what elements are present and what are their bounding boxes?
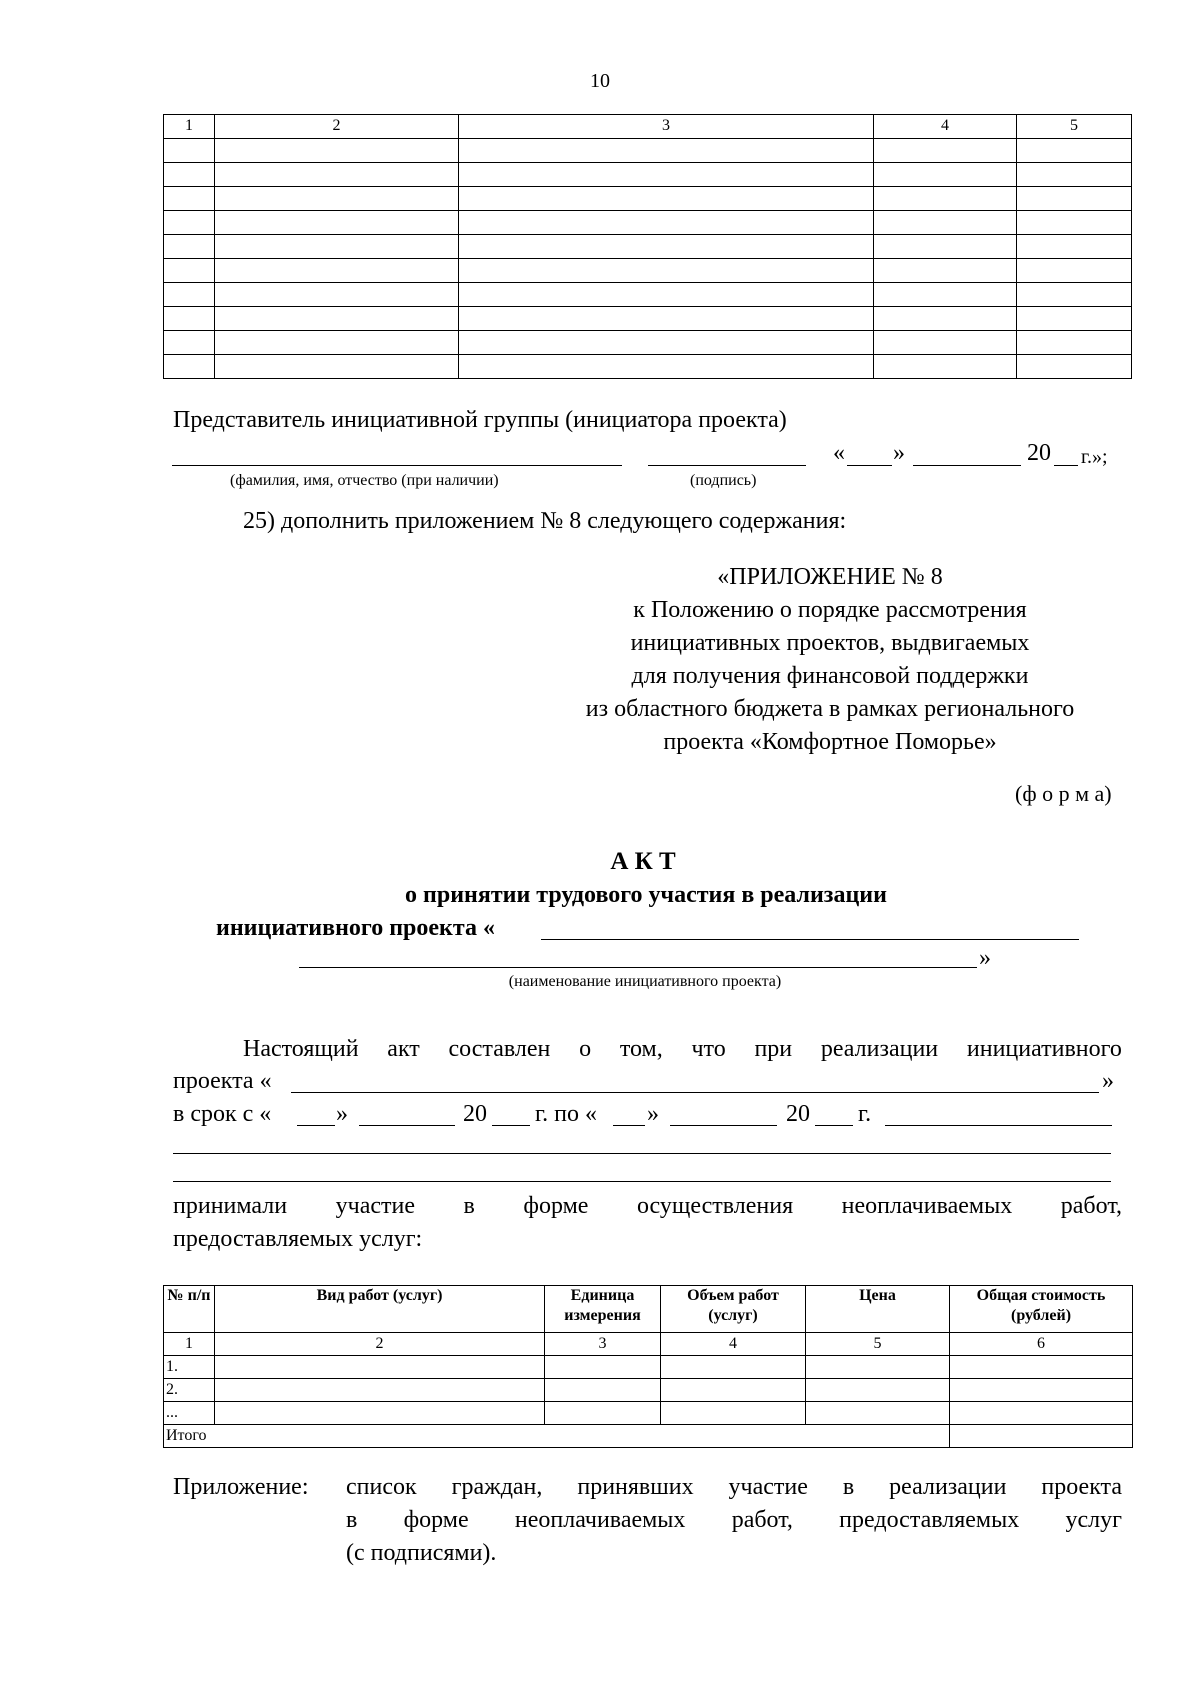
table-cell — [215, 187, 459, 211]
appendix-line: инициативных проектов, выдвигаемых — [630, 630, 1030, 656]
date-day-underline — [847, 465, 892, 466]
forma-label: (ф о р м а) — [1015, 781, 1112, 806]
table-cell — [874, 139, 1017, 163]
table-cell — [874, 211, 1017, 235]
table-cell — [215, 1356, 545, 1379]
term-year1-underline — [492, 1125, 530, 1126]
table-cell — [1017, 211, 1132, 235]
table-cell — [874, 235, 1017, 259]
table-row — [164, 139, 1132, 163]
hint-project-name: (наименование инициативного проекта) — [508, 973, 782, 990]
table-cell — [459, 139, 874, 163]
table-cell — [215, 1379, 545, 1402]
body-line-2-suffix: » — [1102, 1068, 1114, 1094]
table-cell — [215, 211, 459, 235]
col-number-cell: 4 — [661, 1333, 806, 1356]
top-table-header-cell: 1 — [164, 115, 215, 139]
table-cell — [1017, 187, 1132, 211]
word: что — [691, 1036, 726, 1062]
col-number-cell: 2 — [215, 1333, 545, 1356]
th-volume: Объем работ (услуг) — [661, 1286, 806, 1333]
word: реализации — [820, 1036, 939, 1062]
table-cell — [215, 283, 459, 307]
total-label: Итого — [164, 1425, 950, 1448]
word: форме — [403, 1507, 469, 1533]
table-cell — [164, 259, 215, 283]
table-cell — [459, 187, 874, 211]
word: в — [842, 1474, 855, 1500]
appendix-header — [520, 561, 1140, 759]
word: предоставляемых — [839, 1507, 1020, 1533]
table-row — [164, 331, 1132, 355]
body-line-1 — [243, 1036, 1122, 1063]
table-row — [164, 211, 1132, 235]
term-year2-underline — [815, 1125, 853, 1126]
attachment-line-2 — [346, 1507, 1122, 1534]
table-cell — [459, 211, 874, 235]
appendix-line: из областного бюджета в рамках регионального — [585, 696, 1075, 722]
appendix-line: к Положению о порядке рассмотрения — [633, 597, 1027, 623]
date-year-prefix: 20 — [1027, 440, 1051, 466]
col-number-cell: 6 — [950, 1333, 1133, 1356]
table-cell — [874, 331, 1017, 355]
term-day1-underline — [297, 1125, 335, 1126]
table-cell — [215, 355, 459, 379]
attachment-line-3: (с подписями). — [346, 1540, 497, 1566]
table-cell — [459, 235, 874, 259]
table-row — [164, 283, 1132, 307]
table-cell — [215, 163, 459, 187]
table-cell — [1017, 235, 1132, 259]
table-cell — [874, 163, 1017, 187]
word: составлен — [448, 1036, 551, 1062]
act-title: А К Т — [610, 848, 676, 875]
table-cell — [164, 355, 215, 379]
works-table — [163, 1285, 1133, 1448]
total-row — [164, 1425, 1133, 1448]
word: о — [579, 1036, 592, 1062]
table-cell — [164, 307, 215, 331]
row-number: 2. — [164, 1379, 215, 1402]
term-year2: 20 — [786, 1101, 810, 1127]
table-cell — [1017, 355, 1132, 379]
table-cell — [459, 331, 874, 355]
attachment-line-1 — [346, 1474, 1122, 1501]
hint-fio: (фамилия, имя, отчество (при наличии) — [230, 472, 499, 489]
table-cell — [459, 355, 874, 379]
table-row — [164, 1356, 1133, 1379]
term-g: г. — [858, 1101, 872, 1127]
term-day2-underline — [613, 1125, 645, 1126]
project-name-underline-3 — [291, 1092, 1099, 1093]
table-cell — [164, 211, 215, 235]
col-number-cell: 5 — [806, 1333, 950, 1356]
term-close2: » — [647, 1101, 659, 1127]
word: неоплачиваемых — [841, 1193, 1013, 1219]
table-cell — [215, 331, 459, 355]
table-cell — [874, 187, 1017, 211]
top-table-header-cell: 2 — [215, 115, 459, 139]
extra-underline-1 — [173, 1153, 1111, 1154]
word: при — [754, 1036, 793, 1062]
project-name-underline-2 — [299, 967, 977, 968]
th-unit: Единица измерения — [545, 1286, 661, 1333]
word: проекта — [1041, 1474, 1122, 1500]
term-from: в срок с « — [173, 1101, 272, 1127]
th-price: Цена — [806, 1286, 950, 1333]
table-cell — [874, 283, 1017, 307]
appendix-line: для получения финансовой поддержки — [631, 663, 1029, 689]
word: участие — [728, 1474, 808, 1500]
table-row — [164, 1379, 1133, 1402]
act-subtitle: о принятии трудового участия в реализации — [405, 882, 887, 908]
row-number: ... — [164, 1402, 215, 1425]
word: принимали — [173, 1193, 288, 1219]
top-table-header-cell: 3 — [459, 115, 874, 139]
table-row — [164, 307, 1132, 331]
act-quote-close: » — [979, 945, 991, 971]
body-line-2-prefix: проекта « — [173, 1068, 272, 1094]
table-cell — [1017, 163, 1132, 187]
table-cell — [164, 163, 215, 187]
word: реализации — [889, 1474, 1007, 1500]
table-cell — [215, 259, 459, 283]
table-cell — [164, 235, 215, 259]
table-cell — [545, 1379, 661, 1402]
th-work-type: Вид работ (услуг) — [215, 1286, 545, 1333]
table-cell — [215, 307, 459, 331]
table-cell — [661, 1356, 806, 1379]
row-number: 1. — [164, 1356, 215, 1379]
term-month2-underline — [670, 1125, 777, 1126]
table-cell — [874, 259, 1017, 283]
table-cell — [661, 1379, 806, 1402]
word: в — [346, 1507, 358, 1533]
table-cell — [1017, 307, 1132, 331]
top-table-header-cell: 5 — [1017, 115, 1132, 139]
date-quote-open: « — [833, 440, 845, 466]
body-line-5: предоставляемых услуг: — [173, 1226, 423, 1252]
table-cell — [661, 1402, 806, 1425]
word: работ, — [1060, 1193, 1122, 1219]
table-cell — [215, 1402, 545, 1425]
table-cell — [459, 163, 874, 187]
amendment-text: 25) дополнить приложением № 8 следующего содержания: — [243, 508, 847, 534]
word: услуг — [1065, 1507, 1122, 1533]
word: акт — [387, 1036, 420, 1062]
date-quote-close: » — [893, 440, 905, 466]
word: список — [346, 1474, 417, 1500]
table-cell — [164, 139, 215, 163]
table-cell — [1017, 283, 1132, 307]
page-number: 10 — [590, 70, 610, 92]
table-cell — [215, 235, 459, 259]
table-row — [164, 259, 1132, 283]
table-cell — [459, 307, 874, 331]
body-line-4 — [173, 1193, 1122, 1220]
top-table — [163, 114, 1132, 379]
table-cell — [215, 139, 459, 163]
table-cell — [1017, 259, 1132, 283]
th-total-cost: Общая стоимость (рублей) — [950, 1286, 1133, 1333]
word: граждан, — [451, 1474, 543, 1500]
table-cell — [806, 1356, 950, 1379]
table-row — [164, 187, 1132, 211]
date-month-underline — [913, 465, 1021, 466]
table-cell — [874, 307, 1017, 331]
table-cell — [545, 1356, 661, 1379]
table-cell — [1017, 331, 1132, 355]
word: том, — [619, 1036, 663, 1062]
representative-label: Представитель инициативной группы (инициатора проекта) — [173, 407, 787, 433]
term-month1-underline — [359, 1125, 455, 1126]
table-cell — [806, 1379, 950, 1402]
table-cell — [950, 1356, 1133, 1379]
col-number-cell: 1 — [164, 1333, 215, 1356]
table-row — [164, 235, 1132, 259]
signature-underline — [648, 465, 806, 466]
word: неоплачиваемых — [514, 1507, 686, 1533]
total-value-cell — [950, 1425, 1133, 1448]
table-cell — [459, 283, 874, 307]
term-to: г. по « — [535, 1101, 597, 1127]
term-extra-underline — [885, 1125, 1112, 1126]
table-cell — [164, 331, 215, 355]
appendix-line: «ПРИЛОЖЕНИЕ № 8 — [717, 564, 943, 590]
date-year-underline — [1054, 465, 1078, 466]
table-row — [164, 355, 1132, 379]
date-year-suffix: г.»; — [1081, 446, 1108, 468]
word: осуществления — [636, 1193, 794, 1219]
term-year1: 20 — [463, 1101, 487, 1127]
attachment-label: Приложение: — [173, 1474, 309, 1500]
word: Настоящий — [243, 1036, 359, 1062]
fio-underline — [172, 465, 622, 466]
project-name-underline-1 — [541, 939, 1079, 940]
table-row — [164, 163, 1132, 187]
hint-signature: (подпись) — [690, 472, 757, 489]
table-cell — [806, 1402, 950, 1425]
word: инициативного — [966, 1036, 1122, 1062]
table-cell — [164, 283, 215, 307]
table-cell — [164, 187, 215, 211]
table-cell — [950, 1402, 1133, 1425]
top-table-header-cell: 4 — [874, 115, 1017, 139]
table-row — [164, 1402, 1133, 1425]
word: в — [463, 1193, 475, 1219]
extra-underline-2 — [173, 1181, 1111, 1182]
appendix-line: проекта «Комфортное Поморье» — [663, 729, 997, 755]
word: форме — [523, 1193, 589, 1219]
top-table-header-row — [164, 115, 1132, 139]
word: принявших — [577, 1474, 694, 1500]
table-cell — [874, 355, 1017, 379]
table-cell — [950, 1379, 1133, 1402]
table-cell — [545, 1402, 661, 1425]
col-number-cell: 3 — [545, 1333, 661, 1356]
th-number: № п/п — [164, 1286, 215, 1333]
word: участие — [335, 1193, 415, 1219]
word: работ, — [731, 1507, 793, 1533]
act-project-prefix: инициативного проекта « — [216, 915, 495, 941]
table-cell — [459, 259, 874, 283]
table-cell — [1017, 139, 1132, 163]
term-close1: » — [336, 1101, 348, 1127]
